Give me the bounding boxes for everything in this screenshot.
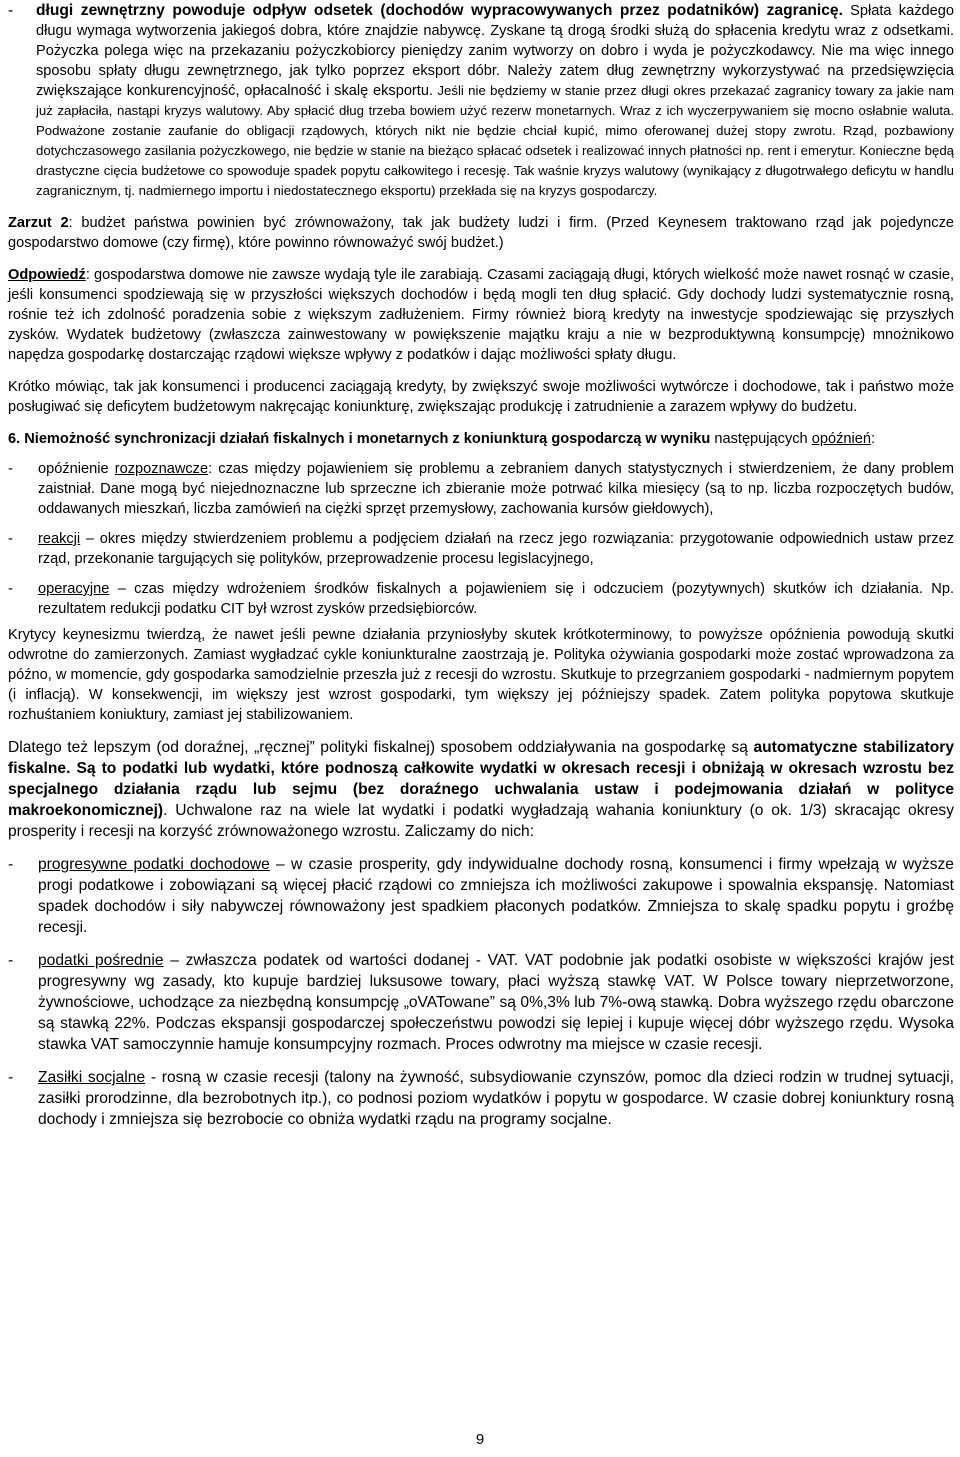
paragraph-krotko: Krótko mówiąc, tak jak konsumenci i producenci zaciągają kredyty, by zwiększyć swoje możliwości wytwórcze i dochodowe, tak i państwo może posługiwać się deficytem budżetowym nakręcając koniunkturę, zwiększając produkcję i zatrudnienie a zarazem wpływy do budżetu. xyxy=(8,379,954,415)
point-6-rest-b: : xyxy=(870,431,876,447)
list-dash: - xyxy=(8,2,14,19)
heading-point-6 xyxy=(8,429,954,449)
stabilizer-description: – w czasie prosperity, gdy indywidualne dochody rosną, konsumenci i firmy wpełzają w wyższe progi podatkowe i zobowiązani są więcej płacić rządowi co zmniejsza ich możliwości zakupowe i spowalnia ekspansję. Natomiast spadek dochodów i siły nabywczej równoważony jest spadkiem płaconych podatków. Zmniejsza to skalę spadku popytu i groźbę recesji. xyxy=(38,856,954,936)
paragraph-zarzut-2 xyxy=(8,213,954,253)
list-dash: - xyxy=(8,856,14,873)
delay-term: reakcji xyxy=(38,531,81,547)
paragraph-small-text: Jeśli nie będziemy w stanie przez długi okres przekazać zagranicy towary za jakie nam już zapłaciła, nastąpi kryzys walutowy. Aby spłacić dług trzeba bowiem użyć rezerw monetarnych. Wraz z ich wyczerpywaniem się mocno osłabnie waluta. Podważone zostanie zaufanie do obligacji rządowych, których nikt nie będzie chciał kupić, mimo oferowanej dużej stopy zwrotu. Rząd, pozbawiony dotychczasowego zasilania pożyczkowego, nie będzie w stanie na bieżąco spłacać odsetek i realizować innych płatności np. rent i emerytur. Konieczne będą drastyczne cięcia budżetowe co spowoduje spadek popytu całkowitego i recesję. Tak waśnie kryzys walutowy (wynikający z długotrwałego deficytu w handlu zagranicznym, tj. nadmiernego importu i niedostatecznego eksportu) przekłada się na kryzys gospodarczy. xyxy=(36,83,955,198)
delay-text xyxy=(38,529,954,569)
delay-description: – okres między stwierdzeniem problemu a podjęciem działań na rzecz jego rozwiązania: przygotowanie odpowiednich ustaw przez rząd, przekonanie targujących się polityków, przeprowadzenie procesu legislacyjnego, xyxy=(38,531,954,567)
dlatego-bold: automatyczne stabilizatory fiskalne. Są to podatki lub wydatki, które podnoszą całkowite wydatki w okresach recesji i obniżają w okresach wzrostu bez specjalnego działania rządu lub sejmu (bez doraźnego uchwalania ustaw i podejmowania działań w polityce makroekonomicznej) xyxy=(8,739,954,819)
list-dash: - xyxy=(8,461,13,477)
delay-term: operacyjne xyxy=(38,581,110,597)
page-number: 9 xyxy=(475,1431,485,1448)
list-item-stabilizer xyxy=(8,1067,954,1130)
stabilizer-description: – zwłaszcza podatek od wartości dodanej - VAT. VAT podobnie jak podatki osobiste w większości krajów jest progresywny wg zasady, kto kupuje bardziej luksusowe towary, płaci wyższą stawkę VAT. W Polsce towary nieprzetworzone, żywnościowe, uchodzące za niezbędną konsumpcję „oVATowane” są 0%,3% lub 7%-ową stawką. Dobra wyższego rzędu obarczone są stawką 22%. Podczas ekspansji gospodarczej społeczeństwu powodzi się lepiej i kupuje więcej dóbr wyższego rzędu. Wysoka stawka VAT samoczynnie hamuje konsumpcyjny rozmach. Proces odwrotny ma miejsce w czasie recesji. xyxy=(38,952,954,1053)
list-item-delay xyxy=(8,459,954,519)
label-odpowiedz: Odpowiedź xyxy=(8,267,86,283)
delay-text xyxy=(38,459,954,519)
point-6-bold: Niemożność synchronizacji działań fiskalnych i monetarnych z koniunkturą gospodarczą w wyniku xyxy=(20,431,711,447)
label-zarzut-2: Zarzut 2 xyxy=(8,215,69,231)
bold-lead: długi zewnętrzny powoduje odpływ odsetek (dochodów wypracowywanych przez podatników) zagranicę. xyxy=(36,2,843,19)
stabilizer-term: podatki pośrednie xyxy=(38,952,164,969)
zarzut-2-text: : budżet państwa powinien być zrównoważony, tak jak budżety ludzi i firm. (Przed Keynesem traktowano rząd jak pojedyncze gospodarstwo domowe (czy firmę), które powinno równoważyć swój budżet.) xyxy=(8,215,954,251)
stabilizer-term: Zasiłki socjalne xyxy=(38,1069,146,1086)
list-dash: - xyxy=(8,581,13,597)
paragraph-dlatego xyxy=(8,737,954,842)
stabilizer-text xyxy=(38,950,954,1055)
stabilizer-text xyxy=(38,854,954,938)
list-dash: - xyxy=(8,531,13,547)
paragraph-text: Spłata każdego długu wymaga wytworzenia jakiegoś dobra, które znajdzie nabywcę. Zyskane tą drogą środki służą do spłacenia kredytu wraz z odsetkami. Pożyczka polega więc na przekazaniu pożyczkobiorcy pieniędzy zanim wytworzy on dobro i wyda je pożyczkodawcy. Nie ma więc innego sposobu spłaty długu zewnętrznego, jak tylko poprzez eksport dóbr. Należy zatem dług zewnętrzny wykorzystywać na przedsięwzięcia zwiększające konkurencyjność, opłacalność i skalę eksportu. xyxy=(36,3,954,99)
odpowiedz-text: : gospodarstwa domowe nie zawsze wydają tyle ile zarabiają. Czasami zaciągają długi, których wielkość może nawet rosnąć w czasie, jeśli konsumenci spodziewają się w przyszłości większych dochodów i będą mogli ten dług spłacić. Gdy dochody ludzi systematycznie rosną, rośnie też ich zdolność poradzenia sobie z większym zadłużeniem. Firmy również biorą kredyty na inwestycje spodziewając się przyszłych zysków. Wydatek budżetowy (zwłaszcza zainwestowany w powiększenie majątku kraju a nie w bezproduktywną konsumpcję) mnożnikowo napędza gospodarkę dostarczając rządowi większe wpływy z podatków i dając możliwości spłaty długu. xyxy=(8,267,954,363)
delay-pre: opóźnienie xyxy=(38,461,115,477)
stabilizer-description: - rosną w czasie recesji (talony na żywność, subsydiowanie czynszów, pomoc dla dzieci rodzin w trudnej sytuacji, zasiłki prorodzinne, dla bezrobotnych itp.), co podnosi poziom wydatków i popytu w gospodarce. W czasie dobrej koniunktury rosną dochody i zmniejsza się bezrobocie co obniża wydatki rządu na programy socjalne. xyxy=(38,1069,954,1128)
list-item-external-debt xyxy=(8,0,954,201)
delay-description: : czas między pojawieniem się problemu a zebraniem danych statystycznych i stwierdzeniem, że dany problem zaistniał. Dane mogą być niejednoznaczne lub sprzeczne ich zbieranie może potrwać kilka miesięcy (są to np. liczba rozpoczętych budów, oddawanych mieszkań, liczba zamówień na ciężki sprzęt przemysłowy, zachowania kursów giełdowych), xyxy=(38,461,954,517)
dlatego-text-a: Dlatego też lepszym (od doraźnej, „ręcznej” polityki fiskalnej) sposobem oddziaływania na gospodarkę są xyxy=(8,739,754,756)
paragraph-odpowiedz xyxy=(8,265,954,365)
point-6-rest-a: następujących xyxy=(714,431,812,447)
point-6-number: 6. xyxy=(8,431,21,447)
page-content xyxy=(8,0,954,1130)
delay-term: rozpoznawcze xyxy=(114,461,209,477)
paragraph-krytycy: Krytycy keynesizmu twierdzą, że nawet jeśli pewne działania przyniosłyby skutek krótkoterminowy, to powyższe opóźnienia powodują skutki odwrotne do zamierzonych. Zamiast wygładzać cykle koniunkturalne zaostrzają je. Polityka ożywiania gospodarki może zostać wprowadzona za późno, w momencie, gdy gospodarka samodzielnie przeszła już z recesji do wzrostu. Skutkuje to przegrzaniem gospodarki - nadmiernym popytem (i inflacją). W konsekwencji, im większy jest wzrost gospodarki, tym większy jej późniejszy spadek. Zatem polityka popytowa skutkuje rozhuśtaniem koniuktury, zamiast jej stabilizowaniem. xyxy=(8,627,954,723)
list-dash: - xyxy=(8,1069,14,1086)
list-item-delay xyxy=(8,579,954,619)
paragraph-external-debt xyxy=(36,0,954,201)
stabilizer-text xyxy=(38,1067,954,1130)
delay-description: – czas między wdrożeniem środków fiskalnych a pojawieniem się i odczuciem (pozytywnych) skutków ich działania. Np. rezultatem redukcji podatku CIT był wzrost zysków przedsiębiorców. xyxy=(38,581,954,617)
point-6-delays-term: opóźnień xyxy=(811,431,871,447)
list-item-stabilizer xyxy=(8,950,954,1055)
delay-text xyxy=(38,579,954,619)
list-dash: - xyxy=(8,952,14,969)
list-item-delay xyxy=(8,529,954,569)
dlatego-text-b: . Uchwalone raz na wiele lat wydatki i podatki wygładzają wahania koniunktury (o ok. 1/3) skracając okresy prosperity i recesji na korzyść zrównoważonego wzrostu. Zaliczamy do nich: xyxy=(8,802,954,840)
stabilizer-term: progresywne podatki dochodowe xyxy=(38,856,270,873)
list-item-stabilizer xyxy=(8,854,954,938)
